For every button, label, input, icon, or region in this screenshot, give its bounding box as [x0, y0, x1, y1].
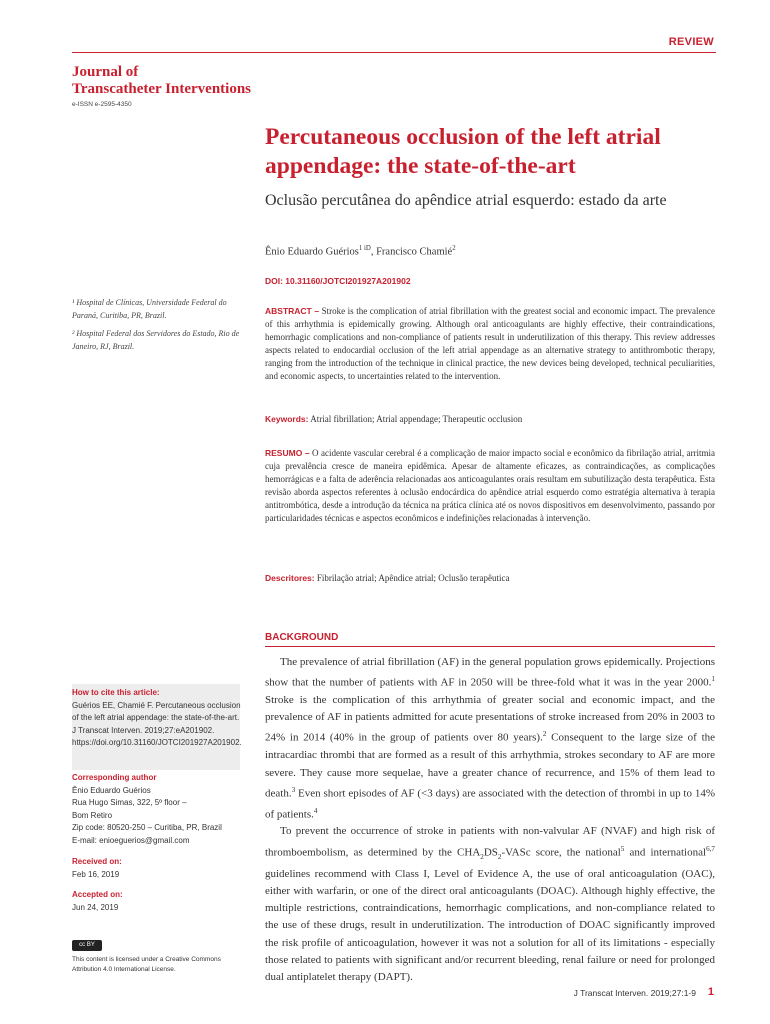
license-block	[72, 938, 242, 975]
keywords-text: Atrial fibrillation; Atrial appendage; Therapeutic occlusion	[310, 414, 523, 424]
body-text	[265, 654, 715, 986]
received-heading: Received on:	[72, 857, 122, 866]
page-number: 1	[707, 986, 714, 998]
resumo	[265, 447, 715, 525]
p1-text-d: Even short episodes of AF (<3 days) are associated with the detection of thrombi in up to 14% of patients.	[265, 787, 715, 821]
accepted-block	[72, 889, 242, 914]
abstract-label: ABSTRACT –	[265, 306, 320, 316]
affiliations	[72, 296, 247, 358]
cite-text: Guérios EE, Chamié F. Percutaneous occlusion of the left atrial appendage: the state-of-the-art. J Transcat Interven. 2019;27:eA201902. https://doi.org/10.31160/JOTCI201927A201902.	[72, 700, 242, 747]
affiliation-1: ¹ Hospital de Clínicas, Universidade Federal do Paraná, Curitiba, PR, Brazil.	[72, 298, 227, 320]
body-paragraph-1	[265, 654, 715, 823]
descritores	[265, 573, 510, 583]
cite-heading: How to cite this article:	[72, 688, 160, 697]
header-rule	[72, 52, 716, 53]
cite-block	[72, 687, 242, 750]
abstract-text: Stroke is the complication of atrial fibrillation with the greatest social and economic impact. The prevalence of this arrhythmia is epidemically growing. Although oral anticoagulants are highly effective, their contraindications, hemorrhagic complications and non-compliance of patients result in underutilization of this therapy. This review addresses aspects related to endocardial occlusion of the left atrial appendage as an alternative strategy to antithrombotic therapy, ranging from the introduction of the technique in clinical practice, the new devices being developed, technical peculiarities, and economic aspects, to uncertainties related to the intervention.	[265, 306, 716, 381]
section-label: REVIEW	[668, 36, 714, 48]
ref-5: 5	[620, 844, 625, 853]
keywords-label: Keywords:	[265, 414, 309, 424]
corresponding-zip: Zip code: 80520-250 – Curitiba, PR, Brazil	[72, 823, 222, 832]
descritores-text: Fibrilação atrial; Apêndice atrial; Oclusão terapêutica	[316, 573, 510, 583]
p1-text-a: The prevalence of atrial fibrillation (AF) in the general population grows epidemically. Projections show that the number of patients with AF in 2050 will be three-fold what it was in the year 2000.	[265, 656, 715, 689]
corresponding-heading: Corresponding author	[72, 773, 157, 782]
article-title: Percutaneous occlusion of the left atrial appendage: the state-of-the-art	[265, 124, 661, 179]
author-separator: , Francisco Chamié	[370, 246, 453, 258]
p2-text-b: DS	[483, 846, 498, 859]
p2-sub-2: 2	[497, 852, 502, 861]
section-heading-background: BACKGROUND	[265, 632, 339, 643]
resumo-label: RESUMO –	[265, 448, 310, 458]
corresponding-author-block	[72, 772, 242, 847]
ref-1: 1	[711, 675, 715, 684]
p2-text-a: To prevent the occurrence of stroke in patients with non-valvular AF (NVAF) and high risk of thromboembolism, as determined by the CHA	[265, 825, 715, 859]
journal-name-line1: Journal of	[72, 64, 139, 80]
author-2-affiliation: 2	[452, 245, 456, 252]
resumo-text: O acidente vascular cerebral é a complicação de maior impacto social e econômico da fibrilação atrial, arritmia cuja prevalência cresce de maneira epidêmica. Apesar de altamente eficazes, as contraindicações, as complicações hemorrágicas e a falta de aderência relacionadas aos anticoagulantes orais resultam em subutilização desta terapêutica. Esta revisão aborda aspectos referentes à oclusão endocárdica do apêndice atrial esquerdo como estratégia alternativa à terapia antitrombótica, desde a introdução da técnica na prática clínica até os novos dispositivos em desenvolvimento, passando por particularidades técnicas e aspectos econômicos e indefinições relacionadas à intervenção.	[265, 448, 715, 523]
received-date: Feb 16, 2019	[72, 869, 120, 879]
received-block	[72, 856, 242, 881]
author-1: Ênio Eduardo Guérios	[265, 246, 359, 258]
license-text: This content is licensed under a Creative Commons Attribution 4.0 International License.	[72, 956, 221, 973]
corresponding-email[interactable]: E-mail: enioeguerios@gmail.com	[72, 835, 190, 845]
ref-4: 4	[313, 806, 318, 815]
p2-sub-1: 2	[480, 852, 484, 861]
p1-text-b: Stroke is the complication of this arrhythmia of greater social and economic impact, and the prevalence of AF in patients admitted for acute presentations of stroke increased from 20% in 2003 to 24% in 2014 (40% in the group of patients over 80 years).	[265, 694, 715, 745]
abstract	[265, 305, 715, 383]
accepted-heading: Accepted on:	[72, 890, 123, 899]
affiliation-2: ² Hospital Federal dos Servidores do Estado, Rio de Janeiro, RJ, Brazil.	[72, 329, 240, 351]
journal-name-line2: Transcatheter Interventions	[72, 81, 252, 97]
p1-text-c: Consequent to the large size of the intracardiac thrombi that are formed as a result of this arrhythmia, strokes secondary to AF are more severe. They cause more sequelae, have a greater chance of recurrence, and 15% of them lead to death.	[265, 732, 716, 800]
issn: e-ISSN e-2595-4350	[72, 101, 132, 108]
doi[interactable]: DOI: 10.31160/JOTCI201927A201902	[265, 276, 411, 286]
p2-text-c: -VASc score, the national	[501, 846, 621, 859]
ref-6-7: 6,7	[706, 844, 715, 853]
ref-2: 2	[542, 730, 547, 739]
body-paragraph-2	[265, 823, 715, 986]
corresponding-address-1: Rua Hugo Simas, 322, 5º floor –	[72, 798, 187, 807]
journal-name	[72, 64, 251, 98]
p2-text-d: and international	[624, 846, 707, 859]
authors	[265, 245, 456, 258]
descritores-label: Descritores:	[265, 573, 315, 583]
author-1-affiliation: 1 iD	[358, 245, 371, 252]
corresponding-name: Ênio Eduardo Guérios	[72, 785, 151, 795]
keywords	[265, 414, 522, 424]
cc-by-icon[interactable]: cc BY	[72, 940, 102, 951]
p2-text-e: guidelines recommend with Class I, Level of Evidence A, the use of oral anticoagulation (OAC), either with warfarin, or one of the direct oral anticoagulants (DOAC). Although highly effective, the multiple restrictions, contraindications, hemorrhagic complications, and non-compliance related to the use of these drugs, result in underutilization. The introduction of DOAC significantly improved the risk profile of anticoagulation, however it was not a solution for all of its limitations - especially those related to patients with significant and/or recurrent bleeding, renal failure or need for prolonged dual antiplatelet therapy (DAPT).	[265, 867, 715, 983]
corresponding-address-2: Bom Retiro	[72, 810, 113, 820]
accepted-date: Jun 24, 2019	[72, 902, 119, 912]
section-rule	[265, 646, 715, 647]
article-subtitle: Oclusão percutânea do apêndice atrial esquerdo: estado da arte	[265, 192, 667, 209]
ref-3: 3	[291, 785, 296, 794]
footer-citation: J Transcat Interven. 2019;27:1-9	[573, 988, 696, 998]
